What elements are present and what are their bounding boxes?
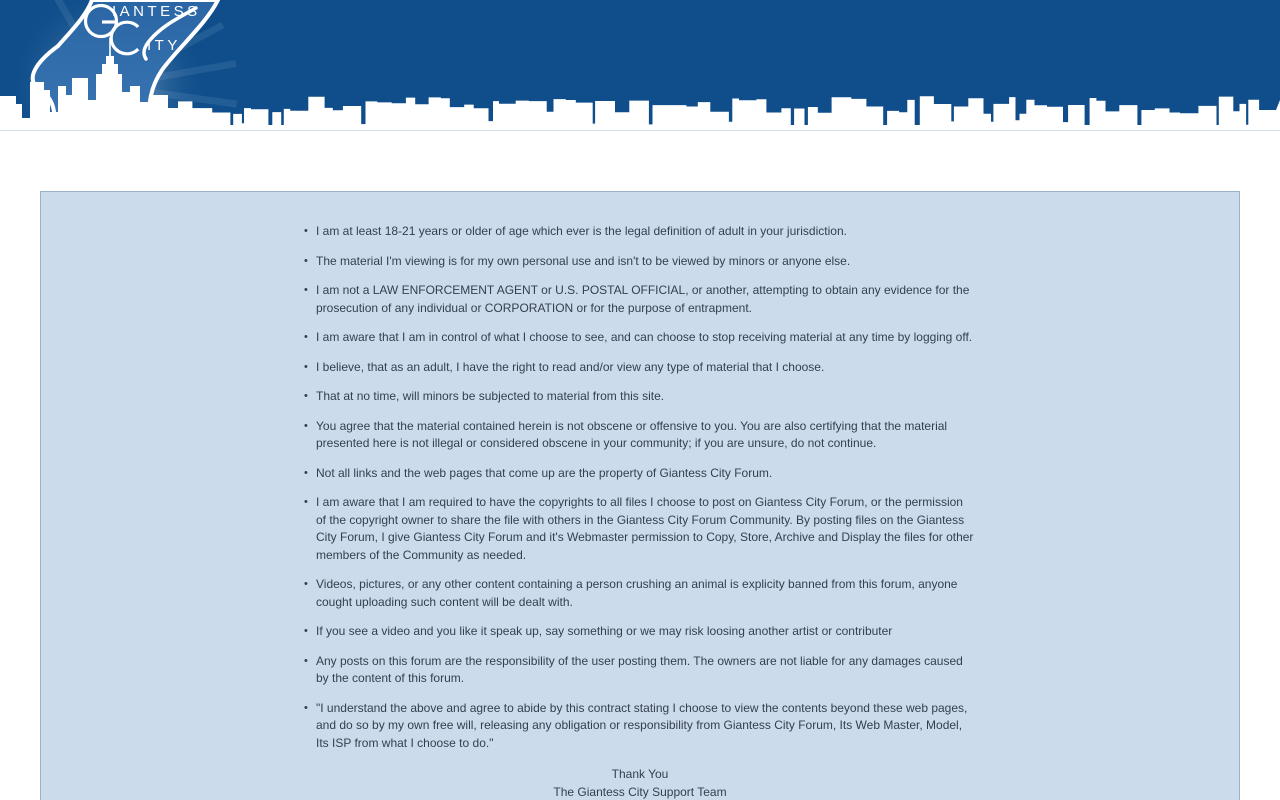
agreement-list: [304, 223, 976, 752]
agreement-item: • Videos, pictures, or any other content containing a person crushing an animal is explicity banned from this forum, anyone cought uploading such content will be dealt with.: [304, 576, 976, 611]
agreement-item: • I am aware that I am in control of what I choose to see, and can choose to stop receiving material at any time by logging off.: [304, 329, 976, 347]
site-header: [0, 0, 1280, 130]
closing-note: [41, 766, 1239, 800]
agreement-item: • "I understand the above and agree to abide by this contract stating I choose to view the contents beyond these web pages, and do so by my own free will, releasing any obligation or responsibility from Giantess City Forum, Its Web Master, Model, Its ISP from what I choose to do.": [304, 700, 976, 753]
agreement-item: • Not all links and the web pages that come up are the property of Giantess City Forum.: [304, 465, 976, 483]
agreement-item: • You agree that the material contained herein is not obscene or offensive to you. You are also certifying that the material presented here is not illegal or considered obscene in your community; if you are unsure, do not continue.: [304, 418, 976, 453]
agreement-item: • Any posts on this forum are the responsibility of the user posting them. The owners are not liable for any damages caused by the content of this forum.: [304, 653, 976, 688]
agreement-item: • I am not a LAW ENFORCEMENT AGENT or U.S. POSTAL OFFICIAL, or another, attempting to obtain any evidence for the prosecution of any individual or CORPORATION or for the purpose of entrapment.: [304, 282, 976, 317]
header-banner-graphic: [0, 0, 1280, 130]
header-divider: [0, 130, 1280, 131]
closing-thank-you: Thank You: [611, 767, 669, 781]
agreement-item: • If you see a video and you like it speak up, say something or we may risk loosing another artist or contributer: [304, 623, 976, 641]
agreement-item: • That at no time, will minors be subjected to material from this site.: [304, 388, 976, 406]
logo-text-bottom: ITY: [147, 37, 181, 54]
logo-text-top: IANTESS: [112, 3, 201, 20]
agreement-panel: [40, 191, 1240, 800]
agreement-item: • The material I'm viewing is for my own personal use and isn't to be viewed by minors or anyone else.: [304, 253, 976, 271]
closing-team: The Giantess City Support Team: [553, 784, 727, 799]
agreement-item: • I believe, that as an adult, I have the right to read and/or view any type of material that I choose.: [304, 359, 976, 377]
agreement-item: • I am aware that I am required to have the copyrights to all files I choose to post on Giantess City Forum, or the permission of the copyright owner to share the file with others in the Giantess City Forum Community. By posting files on the Giantess City Forum, I give Giantess City Forum and it's Webmaster permission to Copy, Store, Archive and Display the files for other members of the Community as needed.: [304, 494, 976, 564]
agreement-item: • I am at least 18-21 years or older of age which ever is the legal definition of adult in your jurisdiction.: [304, 223, 976, 241]
